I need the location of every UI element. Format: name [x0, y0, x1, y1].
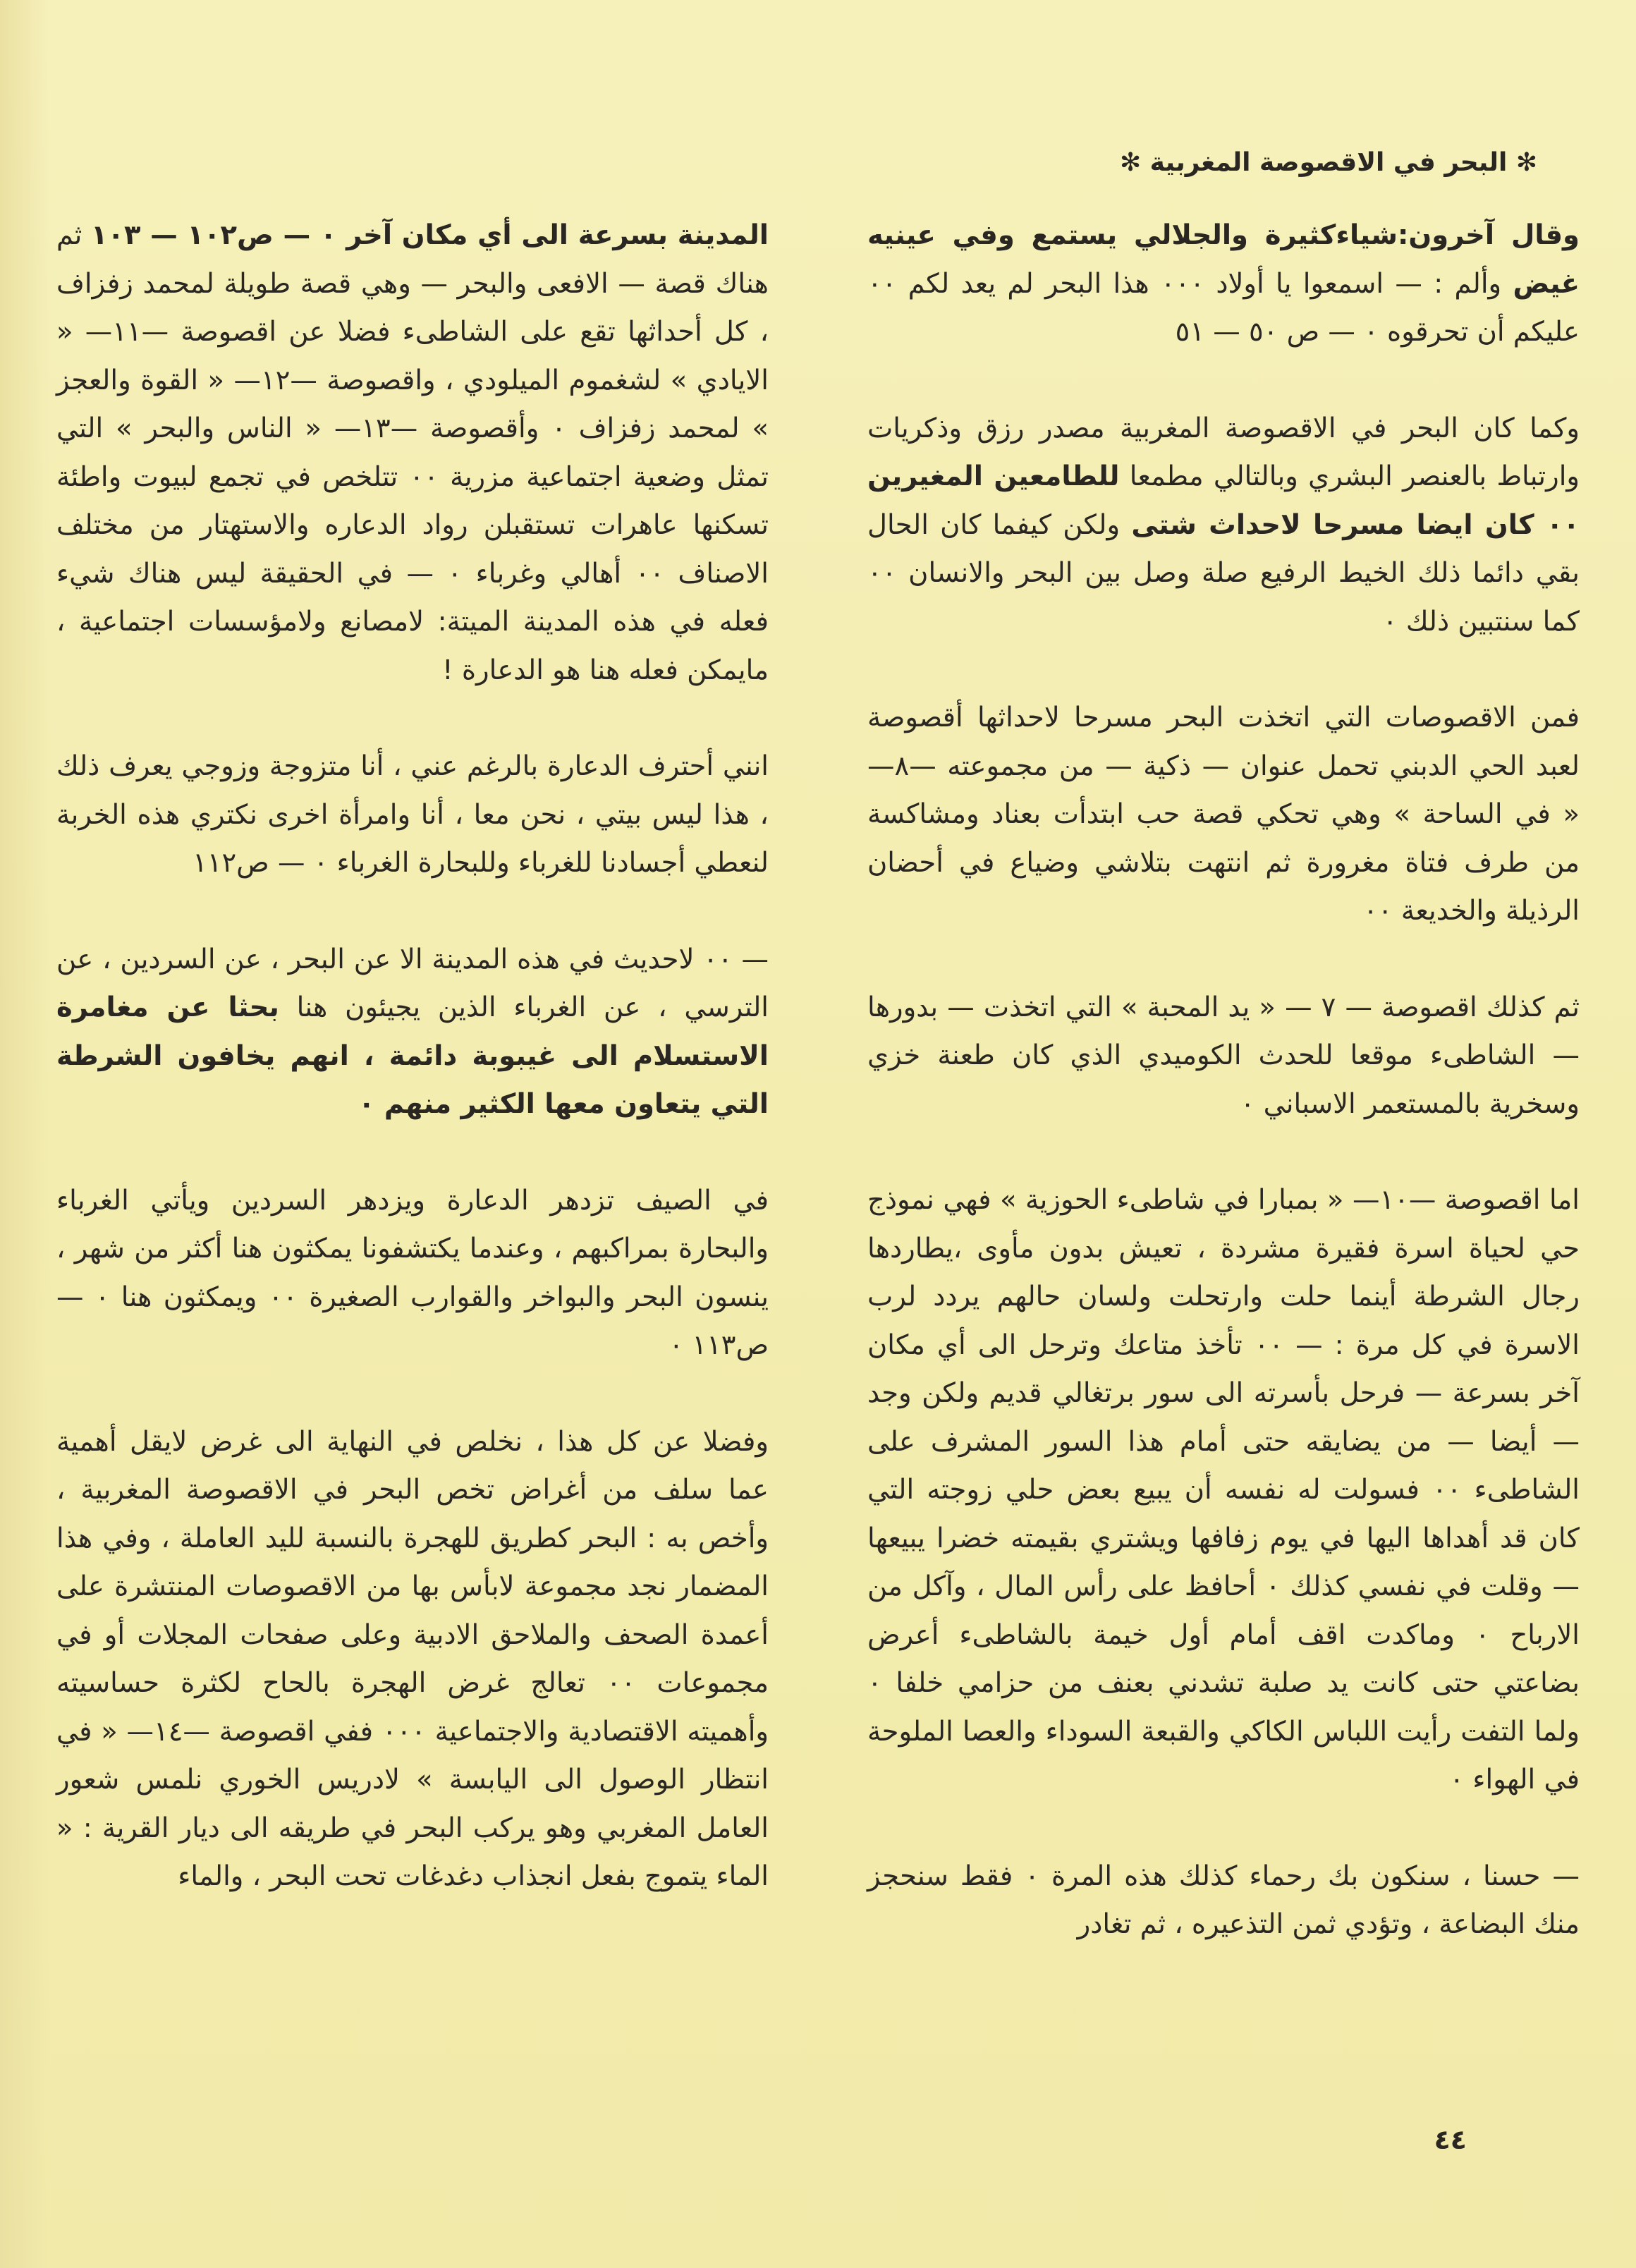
paragraph-lead: المدينة بسرعة الى أي مكان آخر ٠ — ص١٠٢ — ١٠٣ [90, 219, 769, 251]
right-column [867, 212, 1580, 1949]
paragraph [56, 1418, 769, 1901]
paragraph-text: — ٠٠ لاحديث في هذه المدينة الا عن البحر ، عن السردين ، عن الترسي ، عن الغرباء الذين يجيئون هنا [56, 943, 769, 1023]
paragraph-text: ثم كذلك اقصوصة — ٧ — « يد المحبة » التي اتخذت — بدورها — الشاطىء موقعا للحدث الكوميدي الذي كان طعنة خزي وسخرية بالمستعمر الاسباني ٠ [867, 991, 1580, 1120]
paragraph-text: وكما كان البحر في الاقصوصة المغربية مصدر رزق وذكريات وارتباط بالعنصر البشري وبالتالي مطمعا [867, 412, 1580, 492]
paragraph-text: في الصيف تزدهر الدعارة ويزدهر السردين ويأتي الغرباء والبحارة بمراكبهم ، وعندما يكتشفونا يمكثون هنا أكثر من شهر ، ينسون البحر والبواخر والقوارب الصغيرة ٠٠ ويمكثون هنا ٠ — ص١١٣ ٠ [56, 1184, 769, 1361]
running-head: ✻ البحر في الاقصوصة المغربية ✻ [1119, 148, 1537, 177]
paragraph-text: — حسنا ، سنكون بك رحماء كذلك هذه المرة ٠ فقط سنحجز منك البضاعة ، وتؤدي ثمن التذعيره ، ثم تغادر [867, 1860, 1580, 1940]
paragraph [867, 984, 1580, 1129]
paragraph [867, 212, 1580, 357]
paragraph [867, 1176, 1580, 1805]
paragraph [56, 743, 769, 888]
left-column [56, 212, 769, 1901]
paragraph [867, 694, 1580, 936]
page-number: ٤٤ [1434, 2124, 1467, 2155]
paragraph [56, 936, 769, 1129]
paragraph [56, 212, 769, 695]
paragraph-text: ثم هناك قصة — الافعى والبحر — وهي قصة طويلة لمحمد زفزاف ، كل أحداثها تقع على الشاطىء فضلا عن اقصوصة —١١— « الايادي » لشغموم الميلودي ، واقصوصة —١٢— « القوة والعجز » لمحمد زفزاف ٠ وأقصوصة —١٣— « الناس والبحر » التي تمثل وضعية اجتماعية مزرية ٠٠ تتلخص في تجمع لبيوت واطئة تسكنها عاهرات تستقبلن رواد الدعاره والاستهتار من مختلف الاصناف ٠٠ أهالي وغرباء ٠ — في الحقيقة ليس هناك شيء فعله في هذه المدينة الميتة: لامصانع ولامؤسسات اجتماعية ، مايمكن فعله هنا هو الدعارة ! [56, 219, 769, 686]
paragraph-emphasis: للطامعين المغيرين ٠٠ كان ايضا مسرحا لاحداث شتى [867, 461, 1580, 541]
paragraph-text: وفضلا عن كل هذا ، نخلص في النهاية الى غرض لايقل أهمية عما سلف من أغراض تخص البحر في الاقصوصة المغربية ، وأخص به : البحر كطريق للهجرة بالنسبة لليد العاملة ، وفي هذا المضمار نجد مجموعة لابأس بها من الاقصوصات المنتشرة على أعمدة الصحف والملاحق الادبية وعلى صفحات المجلات أو في مجموعات ٠٠ تعالج غرض الهجرة بالحاح لكثرة حساسيته وأهميته الاقتصادية والاجتماعية ٠٠٠ ففي اقصوصة —١٤— « في انتظار الوصول الى اليابسة » لادريس الخوري نلمس شعور العامل المغربي وهو يركب البحر في طريقه الى ديار القرية : « الماء يتموج بفعل انجذاب دغدغات تحت البحر ، والماء [56, 1425, 769, 1892]
paragraph-text: فمن الاقصوصات التي اتخذت البحر مسرحا لاحداثها أقصوصة لعبد الحي الدبني تحمل عنوان — ذكية — من مجموعته —٨— « في الساحة » وهي تحكي قصة حب ابتدأت بعناد ومشاكسة من طرف فتاة مغرورة ثم انتهت بتلاشي وضياع في أحضان الرذيلة والخديعة ٠٠ [867, 702, 1580, 927]
paragraph [867, 405, 1580, 647]
paragraph-text: انني أحترف الدعارة بالرغم عني ، أنا متزوجة وزوجي يعرف ذلك ، هذا ليس بيتي ، نحن معا ، أنا وامرأة اخرى نكتري هذه الخربة لنعطي أجسادنا للغرباء وللبحارة الغرباء ٠ — ص١١٢ [56, 750, 769, 879]
paragraph [867, 1853, 1580, 1949]
paragraph-lead: وقال آخرون:شياءكثيرة والجلالي يستمع وفي عينيه غيض [867, 219, 1580, 300]
paragraph-emphasis: بحثا عن مغامرة الاستسلام الى غيبوبة دائمة ، انهم يخافون الشرطة التي يتعاون معها الكثير منهم ٠ [56, 992, 769, 1120]
paragraph-text: اما اقصوصة —١٠— « بمبارا في شاطىء الحوزية » فهي نموذج حي لحياة اسرة فقيرة مشردة ، تعيش بدون مأوى ،يطاردها رجال الشرطة أينما حلت وارتحلت ولسان حالهم يردد لرب الاسرة في كل مرة : — ٠٠ تأخذ متاعك وترحل الى أي مكان آخر بسرعة — فرحل بأسرته الى سور برتغالي قديم ولكن وجد — أيضا — من يضايقه حتى أمام هذا السور المشرف على الشاطىء ٠٠ فسولت له نفسه أن يبيع بعض حلي زوجته التي كان قد أهداها اليها في يوم زفافها ويشتري بقيمته خضرا يبيعها — وقلت في نفسي كذلك ٠ أحافظ على رأس المال ، وآكل من الارباح ٠ وماكدت اقف أمام أول خيمة بالشاطىء أعرض بضاعتي حتى كانت يد صلبة تشدني بعنف من حزامي خلفا ٠ ولما التفت رأيت اللباس الكاكي والقبعة السوداء والعصا الملوحة في الهواء ٠ [867, 1184, 1580, 1796]
paragraph-tail: ولكن كيفما كان الحال بقي دائما ذلك الخيط الرفيع صلة وصل بين البحر والانسان ٠٠ كما سنتبين ذلك ٠ [867, 508, 1580, 638]
paragraph-text: وألم : — اسمعوا يا أولاد ٠٠٠ هذا البحر لم يعد لكم ٠٠ عليكم أن تحرقوه ٠ — ص ٥٠ — ٥١ [867, 267, 1580, 348]
paragraph [56, 1177, 769, 1370]
